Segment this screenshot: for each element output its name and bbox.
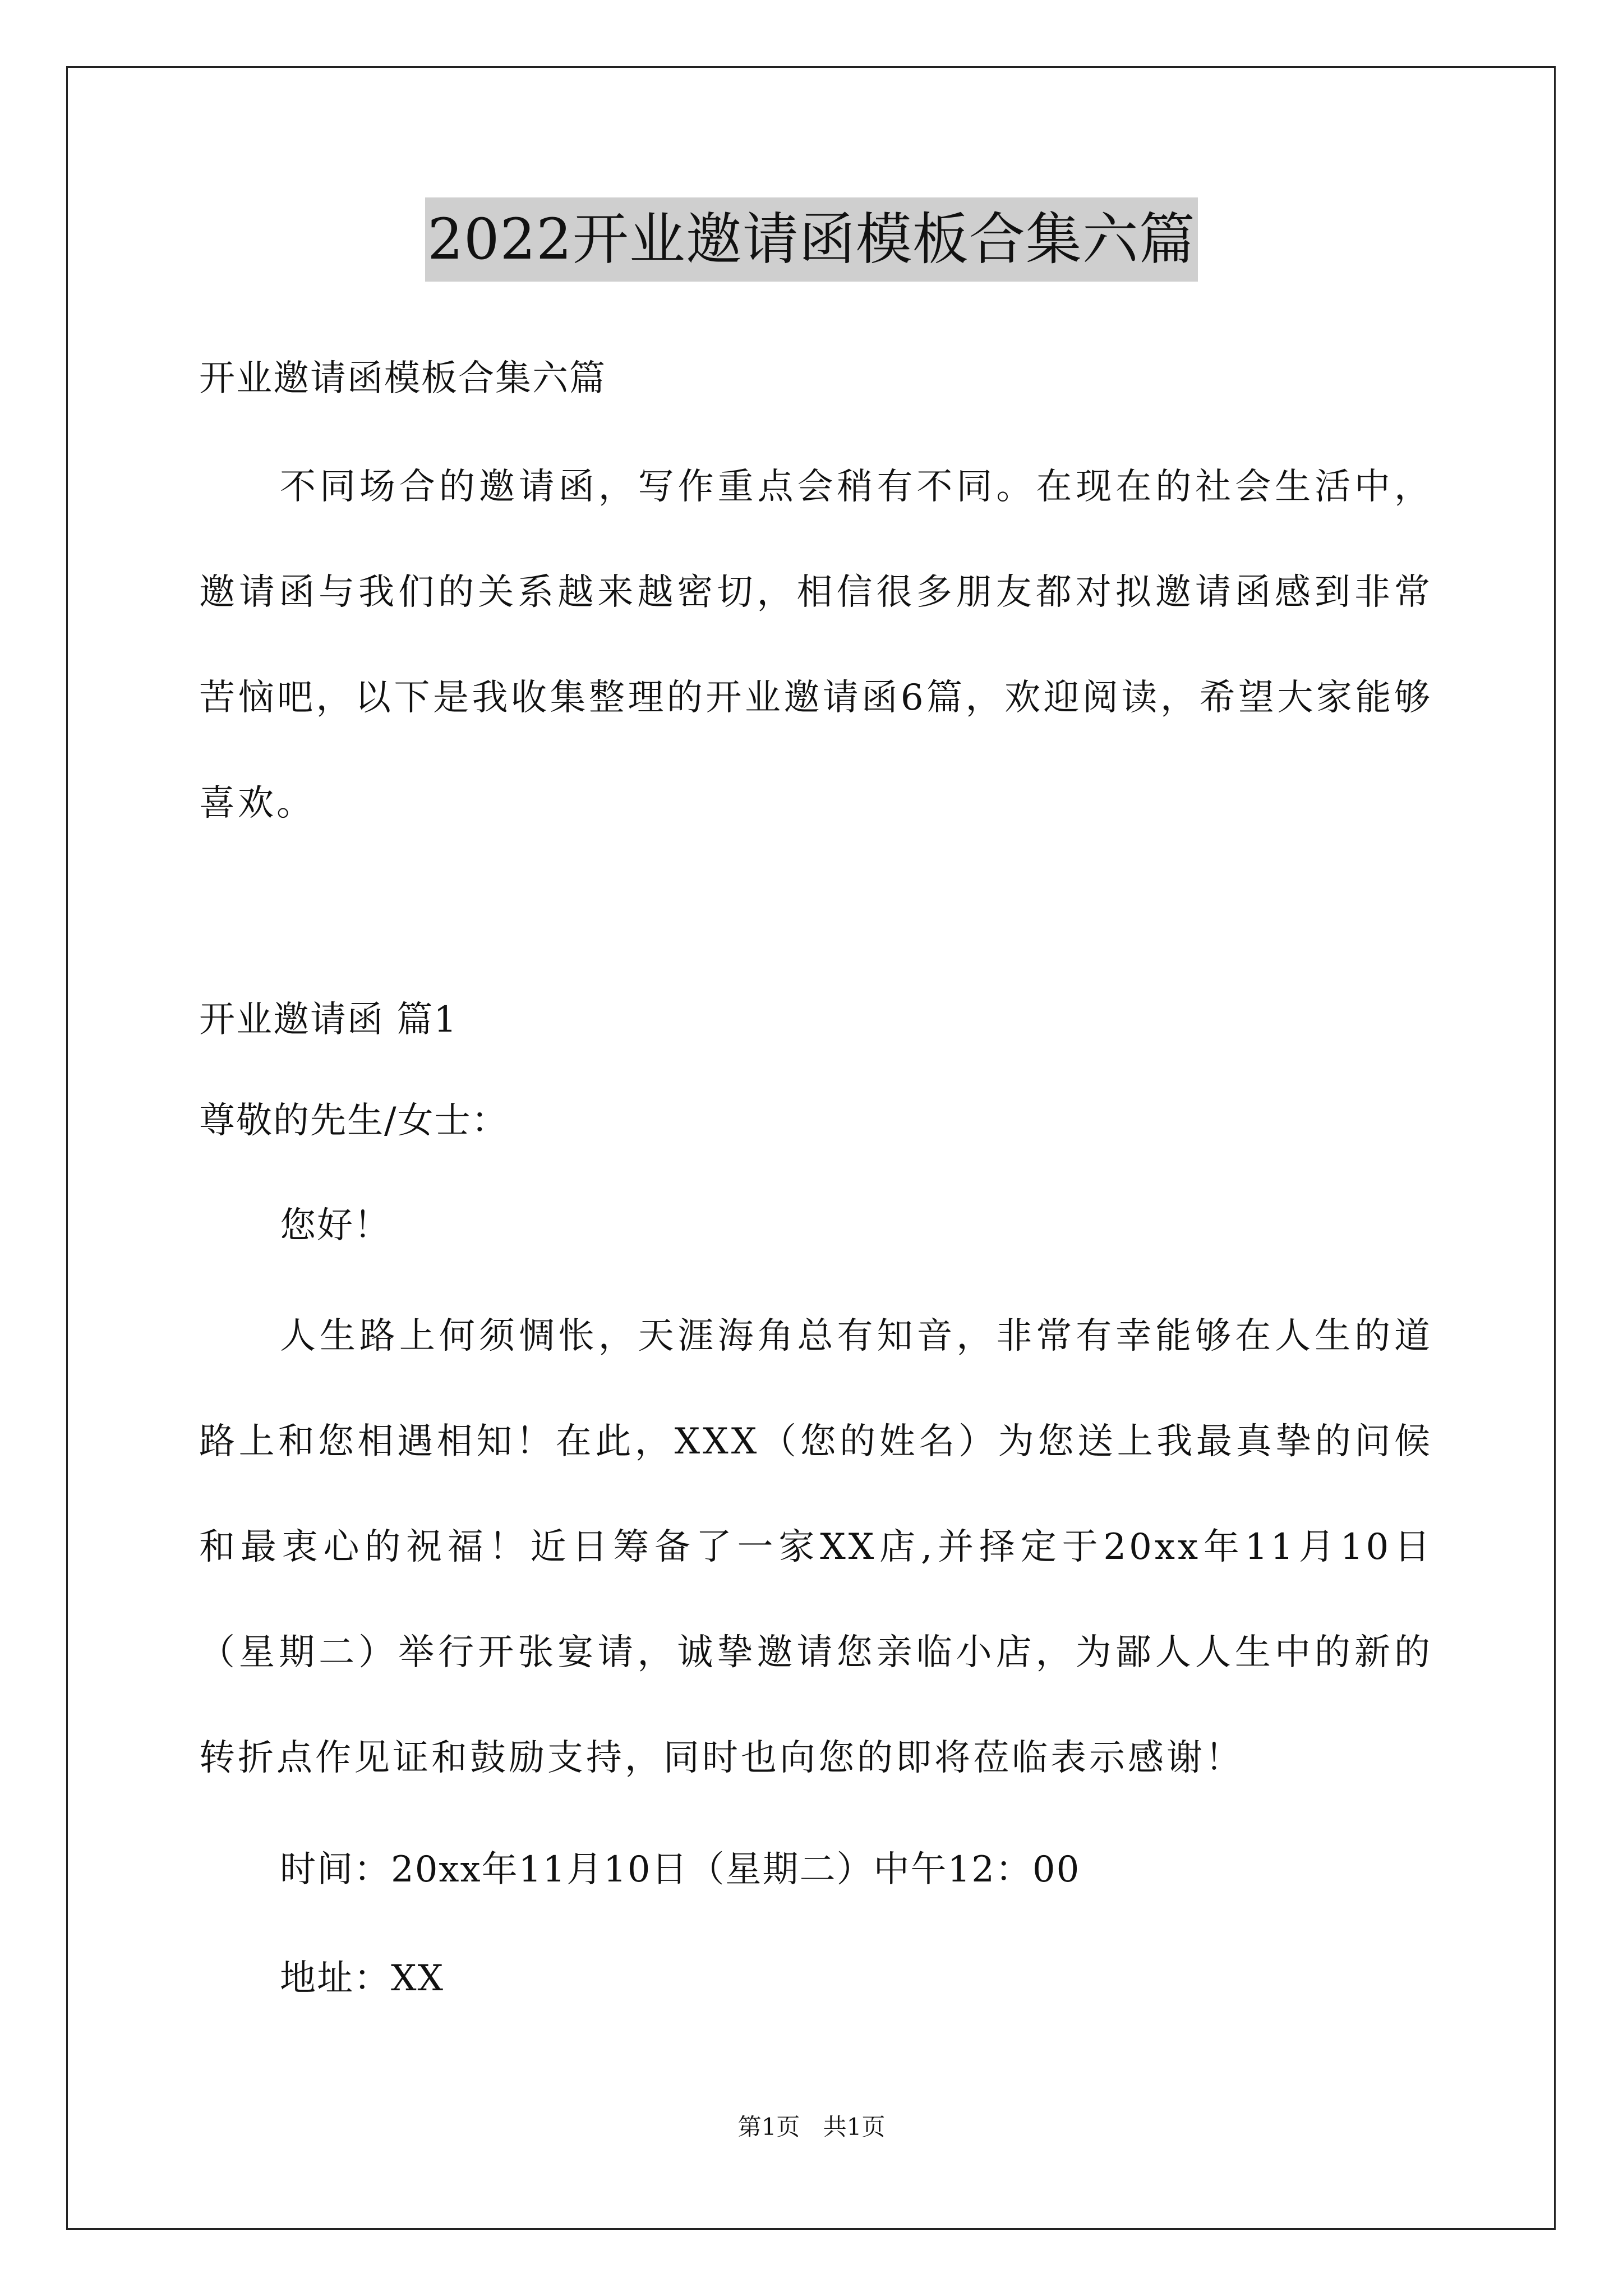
title-block — [0, 197, 1623, 282]
letter-body-paragraph: 人生路上何须惆怅，天涯海角总有知音，非常有幸能够在人生的道路上和您相遇相知！在此，XXX（您的姓名）为您送上我最真挚的问候和最衷心的祝福！近日筹备了一家XX店,并择定于20xx年11月10日（星期二）举行开张宴请，诚挚邀请您亲临小店，为鄙人人生中的新的转折点作见证和鼓励支持，同时也向您的即将莅临表示感谢！ — [199, 1315, 1433, 1779]
greeting: 您好！ — [280, 1205, 391, 1246]
event-time: 时间：20xx年11月10日（星期二）中午12：00 — [280, 1849, 1081, 1890]
intro-paragraph: 不同场合的邀请函，写作重点会稍有不同。在现在的社会生活中，邀请函与我们的关系越来越密切，相信很多朋友都对拟邀请函感到非常苦恼吧，以下是我收集整理的开业邀请函6篇，欢迎阅读，希望大家能够喜欢。 — [199, 466, 1433, 824]
document-title: 2022开业邀请函模板合集六篇 — [425, 197, 1198, 282]
page-total: 共1页 — [823, 2113, 886, 2141]
document-subtitle: 开业邀请函模板合集六篇 — [199, 358, 606, 399]
event-address: 地址：XX — [280, 1958, 445, 1999]
section-heading: 开业邀请函 篇1 — [199, 999, 458, 1041]
page-footer — [0, 2110, 1623, 2144]
salutation: 尊敬的先生/女士： — [199, 1100, 509, 1142]
page-number: 第1页 — [737, 2113, 800, 2141]
